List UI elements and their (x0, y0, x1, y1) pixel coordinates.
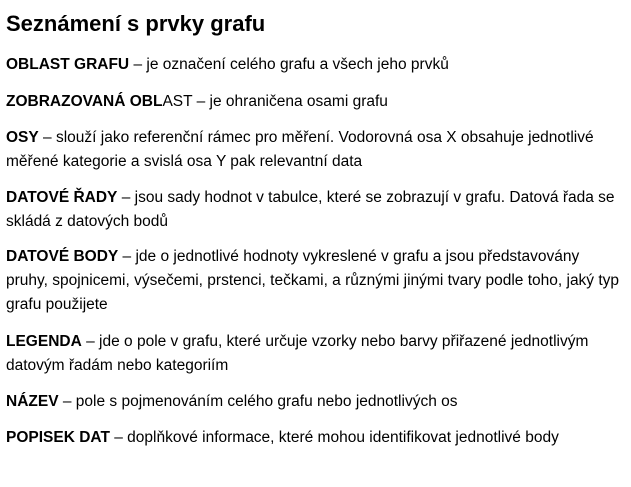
page-title: Seznámení s prvky grafu (6, 11, 266, 36)
entry-definition: – jde o pole v grafu, které určuje vzorky nebo barvy přiřazené jednotlivým datovým řadám nebo kategoriím (6, 333, 589, 374)
entry-term: POPISEK DAT (6, 429, 110, 446)
entry-axes (6, 126, 624, 174)
entry-legend (6, 330, 624, 378)
entry-chart-area (6, 53, 624, 77)
entry-plot-area (6, 90, 624, 114)
entry-term: ZOBRAZOVANÁ OBL (6, 93, 163, 110)
entry-definition: – jde o jednotlivé hodnoty vykreslené v grafu a jsou představovány pruhy, spojnicemi, výsečemi, prstenci, tečkami, a různými jinými tvary podle toho, jaký typ grafu použijete (6, 248, 620, 313)
entry-definition: – jsou sady hodnot v tabulce, které se zobrazují v grafu. Datová řada se skládá z datových bodů (6, 189, 615, 230)
document-page (6, 0, 624, 446)
entry-title (6, 390, 624, 414)
entry-data-points (6, 245, 624, 317)
entry-definition: – doplňkové informace, které mohou identifikovat jednotlivé body (109, 429, 559, 446)
entry-term: OSY (6, 129, 39, 146)
entry-term: DATOVÉ ŘADY (6, 189, 118, 206)
entry-data-labels (6, 426, 624, 450)
entry-definition: – pole s pojmenováním celého grafu nebo jednotlivých os (58, 393, 458, 410)
entry-term-rest: AST (162, 93, 193, 110)
entry-term: NÁZEV (6, 393, 59, 410)
entry-data-series (6, 186, 624, 234)
entry-term: OBLAST GRAFU (6, 56, 130, 73)
entry-term: DATOVÉ BODY (6, 248, 119, 265)
entry-definition: – je ohraničena osami grafu (192, 93, 388, 110)
entry-term: LEGENDA (6, 333, 82, 350)
entry-definition: – slouží jako referenční rámec pro měření. Vodorovná osa X obsahuje jednotlivé měřené kategorie a svislá osa Y pak relevantní data (6, 129, 594, 170)
entry-definition: – je označení celého grafu a všech jeho prvků (129, 56, 449, 73)
